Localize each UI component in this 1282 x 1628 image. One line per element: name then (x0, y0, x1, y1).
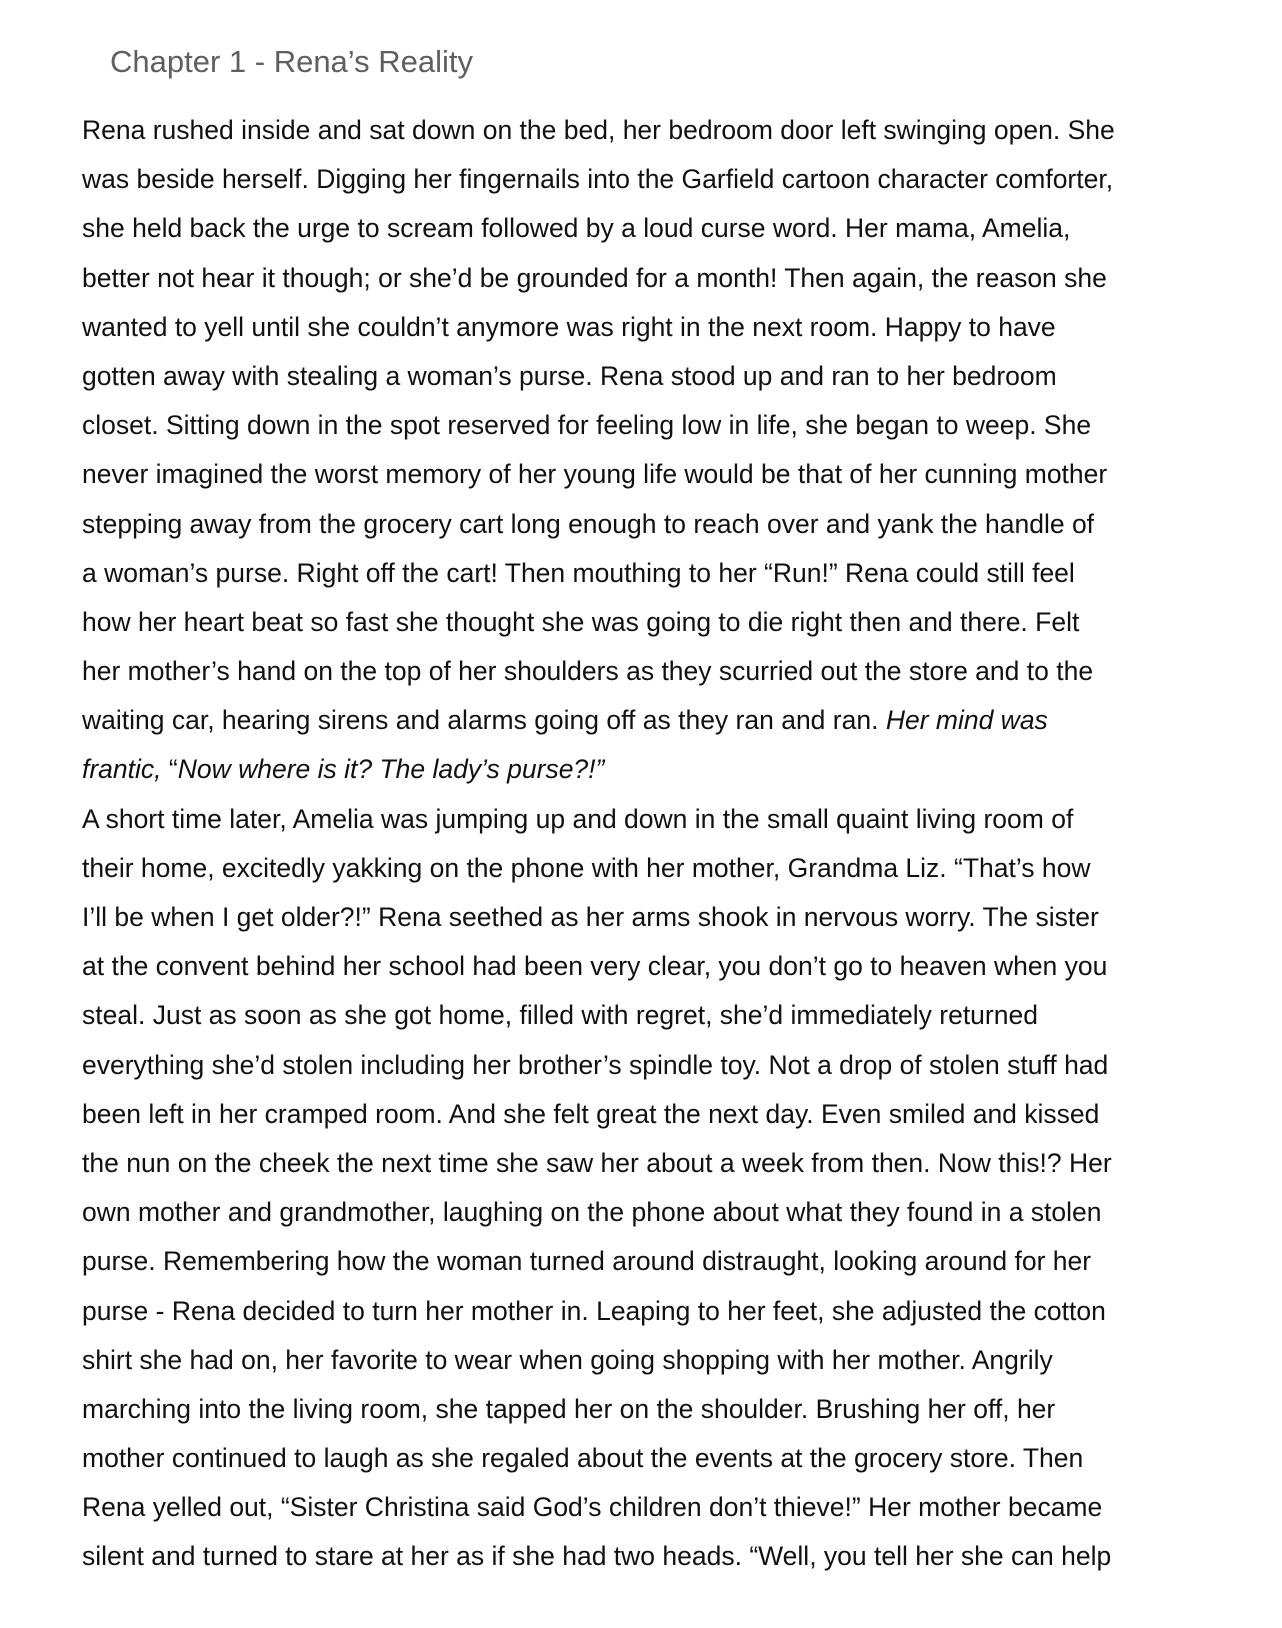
text-line (82, 795, 1282, 844)
text-line (82, 1188, 1282, 1237)
text-line (82, 155, 1282, 204)
chapter-body (82, 106, 1282, 1582)
text-line (82, 1532, 1282, 1581)
text-line (82, 1041, 1282, 1090)
text-segment: gotten away with stealing a woman’s purse. Rena stood up and ran to her bedroom (82, 360, 1057, 391)
text-line (82, 893, 1282, 942)
text-segment: purse. Remembering how the woman turned around distraught, looking around for her (82, 1246, 1092, 1277)
text-segment: closet. Sitting down in the spot reserved for feeling low in life, she began to weep. She (82, 410, 1092, 441)
text-line (82, 500, 1282, 549)
text-segment: been left in her cramped room. And she felt great the next day. Even smiled and kissed (82, 1098, 1100, 1129)
text-line (82, 844, 1282, 893)
text-segment: a woman’s purse. Right off the cart! Then mouthing to her “Run!” Rena could still feel (82, 557, 1075, 588)
text-line (82, 1237, 1282, 1286)
text-segment: marching into the living room, she tapped her on the shoulder. Brushing her off, her (82, 1393, 1056, 1424)
text-line (82, 1139, 1282, 1188)
text-segment: Rena yelled out, “Sister Christina said God’s children don’t thieve!” Her mother became (82, 1492, 1103, 1523)
text-line (82, 401, 1282, 450)
text-segment: shirt she had on, her favorite to wear when going shopping with her mother. Angrily (82, 1344, 1053, 1375)
text-line (82, 1287, 1282, 1336)
text-segment: her mother’s hand on the top of her shoulders as they scurried out the store and to the (82, 656, 1094, 687)
text-line (82, 1385, 1282, 1434)
text-segment: everything she’d stolen including her brother’s spindle toy. Not a drop of stolen stuff had (82, 1049, 1109, 1080)
text-line (82, 1090, 1282, 1139)
text-line (82, 303, 1282, 352)
text-segment: own mother and grandmother, laughing on the phone about what they found in a stolen (82, 1197, 1102, 1228)
text-segment: I’ll be when I get older?!” Rena seethed as her arms shook in nervous worry. The sister (82, 902, 1099, 932)
text-line (82, 106, 1282, 155)
text-segment: “ (168, 754, 178, 785)
italic-text-segment: Now where is it? The lady’s purse?!” (177, 754, 605, 785)
text-segment: how her heart beat so fast she thought she was going to die right then and there. Felt (82, 606, 1080, 637)
text-line (82, 450, 1282, 499)
text-segment: never imagined the worst memory of her young life would be that of her cunning mother (82, 459, 1108, 490)
text-segment: mother continued to laugh as she regaled about the events at the grocery store. Then (82, 1443, 1084, 1474)
text-segment: wanted to yell until she couldn’t anymore was right in the next room. Happy to have (82, 311, 1056, 342)
text-segment: better not hear it though; or she’d be grounded for a month! Then again, the reason she (82, 262, 1107, 293)
italic-text-segment: frantic, (82, 754, 169, 785)
text-line (82, 647, 1282, 696)
text-segment: their home, excitedly yakking on the phone with her mother, Grandma Liz. “That’s how (82, 852, 1091, 883)
text-segment: A short time later, Amelia was jumping up and down in the small quaint living room of (82, 803, 1074, 834)
text-segment: stepping away from the grocery cart long enough to reach over and yank the handle of (82, 508, 1095, 539)
text-segment: steal. Just as soon as she got home, filled with regret, she’d immediately returned (82, 1000, 1038, 1031)
text-line (82, 1336, 1282, 1385)
text-line (82, 254, 1282, 303)
text-line (82, 352, 1282, 401)
text-segment: purse - Rena decided to turn her mother in. Leaping to her feet, she adjusted the cotton (82, 1295, 1106, 1326)
text-line (82, 549, 1282, 598)
italic-text-segment: Her mind was (885, 705, 1048, 736)
text-line (82, 598, 1282, 647)
text-line (82, 991, 1282, 1040)
text-segment: she held back the urge to scream followed by a loud curse word. Her mama, Amelia, (82, 213, 1071, 244)
text-line (82, 942, 1282, 991)
text-line (82, 204, 1282, 253)
text-segment: the nun on the cheek the next time she saw her about a week from then. Now this!? Her (82, 1147, 1112, 1178)
text-segment: at the convent behind her school had been very clear, you don’t go to heaven when you (82, 951, 1108, 982)
text-line (82, 745, 1282, 794)
text-line (82, 1483, 1282, 1532)
chapter-title: Chapter 1 - Rena’s Reality (110, 44, 473, 79)
text-segment: was beside herself. Digging her fingernails into the Garfield cartoon character comforter, (82, 164, 1114, 195)
text-segment: silent and turned to stare at her as if she had two heads. “Well, you tell her she can help (82, 1541, 1112, 1572)
text-segment: waiting car, hearing sirens and alarms going off as they ran and ran. (82, 705, 886, 736)
text-line (82, 1434, 1282, 1483)
text-line (82, 696, 1282, 745)
text-segment: Rena rushed inside and sat down on the bed, her bedroom door left swinging open. She (82, 115, 1115, 145)
